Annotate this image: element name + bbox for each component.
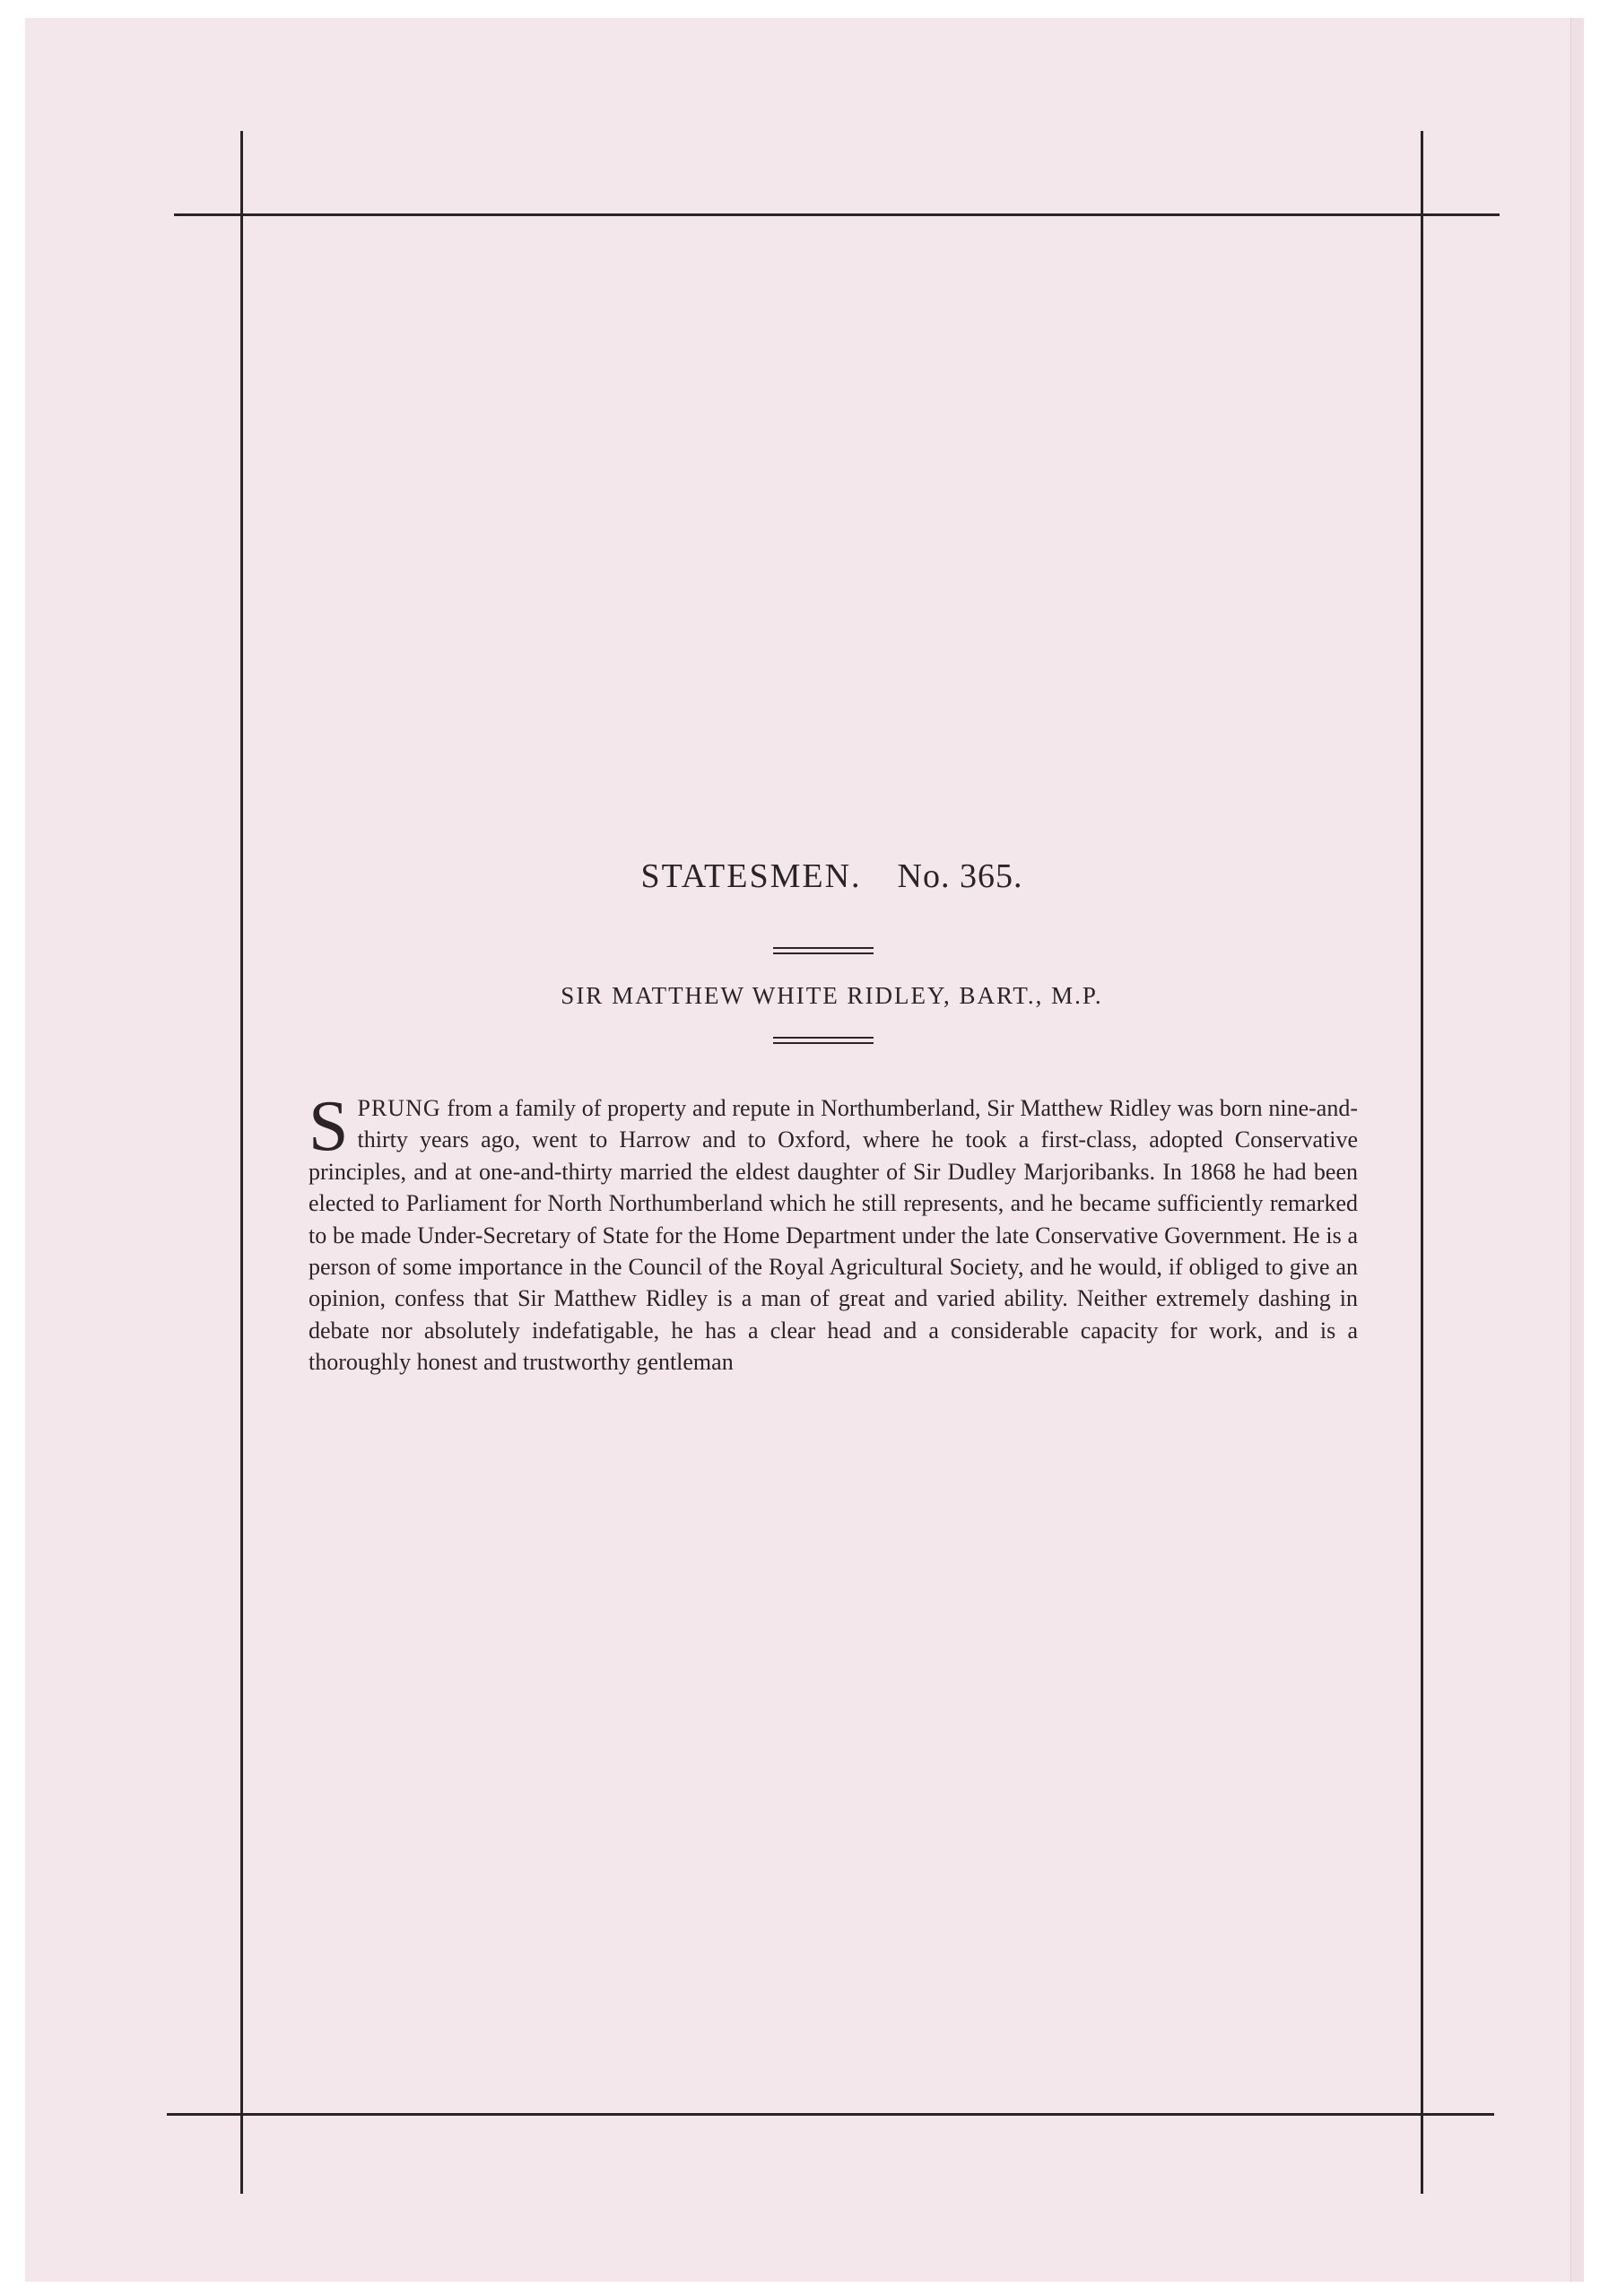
subject-name: SIR MATTHEW WHITE RIDLEY, BART., M.P. — [561, 982, 1103, 1009]
double-rule-upper — [773, 947, 874, 954]
biography-text — [309, 1087, 1358, 1378]
paper-sheet — [25, 18, 1584, 2282]
border-rule-right — [1421, 131, 1423, 2194]
border-rule-bottom — [167, 2113, 1494, 2116]
border-rule-top — [174, 213, 1500, 216]
page-title — [243, 857, 1421, 896]
border-rule-left — [240, 131, 243, 2194]
biography-body: from a family of property and repute in Northumberland, Sir Matthew Ridley was born nine-and-thirty years ago, went to Harrow and to Oxford, where he took a first-class, adopted Conservative principles, and at one-and-thirty married the eldest daughter of Sir Dudley Marjoribanks. In 1868 he had been elected to Parliament for North Northumberland which he still represents, and he became sufficiently remarked to be made Under-Secretary of State for the Home Department under the late Conservative Government. He is a person of some importance in the Council of the Royal Agricultural Society, and he would, if obliged to give an opinion, confess that Sir Matthew Ridley is a man of great and varied ability. Neither extremely dashing in debate nor absolutely indefatigable, he has a clear head and a considerable capacity for work, and is a thoroughly honest and trustworthy gentleman — [309, 1095, 1358, 1376]
paper-edge — [1570, 18, 1584, 2282]
double-rule-lower — [773, 1037, 874, 1044]
series-title: STATESMEN. — [640, 857, 862, 895]
lead-in-word: PRUNG — [357, 1095, 441, 1121]
drop-cap: S — [309, 1087, 349, 1166]
series-number: No. 365. — [897, 857, 1023, 895]
